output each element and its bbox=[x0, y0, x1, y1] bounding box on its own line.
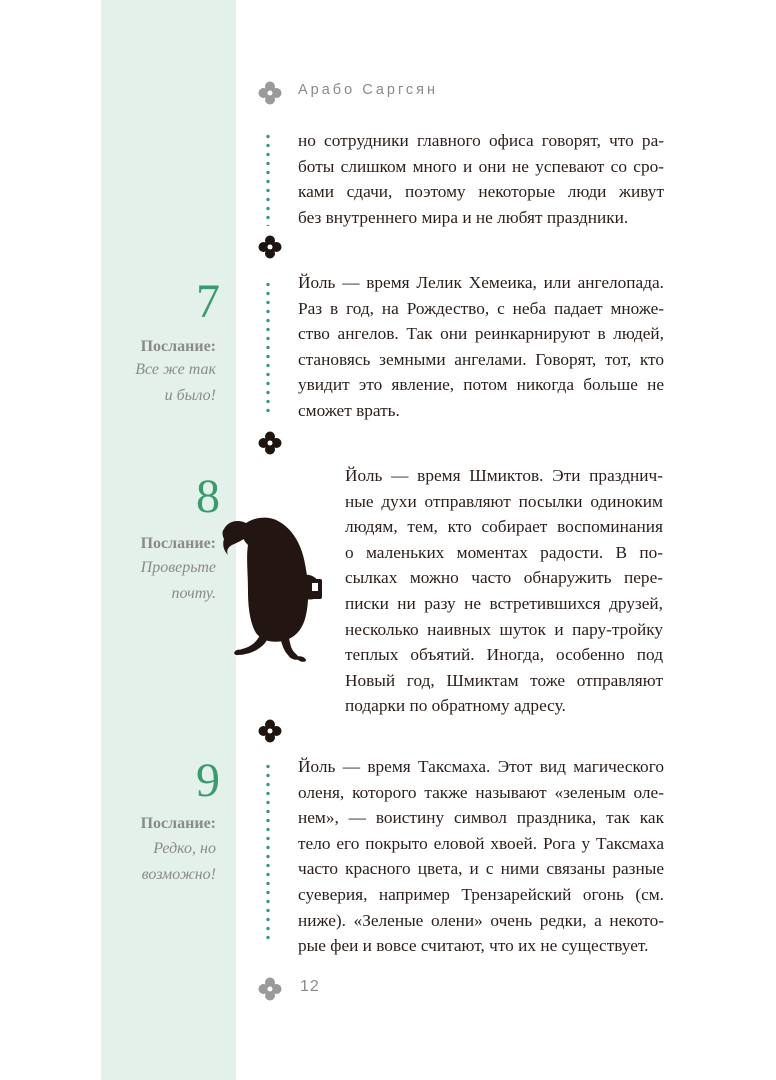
page-number: 12 bbox=[300, 978, 320, 995]
text-line: сылках можно часто обнаружить пере- bbox=[345, 568, 663, 588]
text-line: Раз в год, на Рождество, с неба падает множе- bbox=[298, 298, 664, 318]
message-text bbox=[104, 555, 216, 607]
text-line: ниже). «Зеленые олени» очень редки, а некото- bbox=[298, 910, 664, 930]
text-line: оленя, которого также называют «зеленым оле- bbox=[298, 782, 664, 802]
text-line: писки ни разу не встретившихся друзей, bbox=[345, 593, 663, 613]
dotted-rule bbox=[266, 762, 270, 942]
text-line: Йоль — время Шмиктов. Эти празднич- bbox=[345, 466, 663, 485]
header-clover-icon bbox=[257, 80, 283, 106]
running-header-author: Арабо Саргсян bbox=[298, 82, 439, 98]
text-line: тело его покрыто еловой хвоей. Рога у Таксмаха bbox=[298, 833, 664, 853]
separator-clover-icon bbox=[257, 234, 283, 260]
text-line: подарки по обратному адресу. bbox=[345, 696, 566, 716]
text-line: людям, тем, кто собирает воспоминания bbox=[345, 517, 663, 537]
text-line: становясь земными ангелами. Говорят, тот, кто bbox=[298, 349, 664, 369]
text-line: суеверия, например Трензарейский огонь (см. bbox=[298, 884, 664, 904]
message-line: почту. bbox=[171, 585, 216, 602]
message-line: Проверьте bbox=[140, 559, 216, 576]
message-line: и было! bbox=[164, 387, 216, 404]
text-line: ками сдачи, поэтому некоторые люди живут bbox=[298, 182, 664, 202]
text-line: нем», — воистину символ праздника, так как bbox=[298, 808, 664, 828]
message-label: Послание: bbox=[140, 338, 216, 355]
text-line: несколько наивных шуток и пару-тройку bbox=[345, 619, 663, 639]
message-text bbox=[104, 357, 216, 409]
entry-number: 8 bbox=[196, 470, 220, 523]
text-line: увидит это явление, потом никогда больше не bbox=[298, 375, 664, 395]
message-line: Редко, но bbox=[153, 840, 216, 857]
text-line: ство ангелов. Так они реинкарнируют в людей, bbox=[298, 324, 664, 344]
text-line: сможет врать. bbox=[298, 400, 400, 420]
text-line: боты слишком много и они не успевают со сро- bbox=[298, 156, 664, 176]
entry-paragraph bbox=[345, 463, 663, 719]
footer-clover-icon bbox=[257, 976, 283, 1002]
message-line: Все же так bbox=[135, 361, 216, 378]
text-line: рые феи и вовсе считают, что их не существует. bbox=[298, 936, 649, 956]
text-line: Йоль — время Лелик Хемеика, или ангелопада. bbox=[298, 273, 664, 292]
dotted-rule bbox=[266, 280, 270, 412]
entry-number: 7 bbox=[196, 275, 220, 328]
text-line: часто красного цвета, и с ними связаны разные bbox=[298, 859, 664, 879]
text-line: без внутреннего мира и не любят праздники. bbox=[298, 207, 629, 227]
message-label: Послание: bbox=[140, 815, 216, 832]
shmikt-silhouette-illustration bbox=[220, 515, 332, 665]
text-line: Йоль — время Таксмаха. Этот вид магического bbox=[298, 757, 664, 776]
entry-number: 9 bbox=[196, 754, 220, 807]
text-line: Новый год, Шмиктам тоже отправляют bbox=[345, 670, 663, 690]
separator-clover-icon bbox=[257, 430, 283, 456]
entry-paragraph bbox=[298, 270, 664, 424]
text-line: теплых объятий. Иногда, особенно под bbox=[345, 645, 663, 665]
message-label: Послание: bbox=[140, 535, 216, 552]
dotted-rule bbox=[266, 132, 270, 226]
text-line: о маленьких моментах радости. В по- bbox=[345, 542, 663, 562]
text-line: но сотрудники главного офиса говорят, что ра- bbox=[298, 131, 664, 150]
message-line: возможно! bbox=[141, 866, 216, 883]
message-text bbox=[104, 836, 216, 888]
text-line: ные духи отправляют посылки одиноким bbox=[345, 491, 663, 511]
entry-paragraph bbox=[298, 754, 664, 959]
intro-paragraph bbox=[298, 128, 664, 230]
separator-clover-icon bbox=[257, 718, 283, 744]
